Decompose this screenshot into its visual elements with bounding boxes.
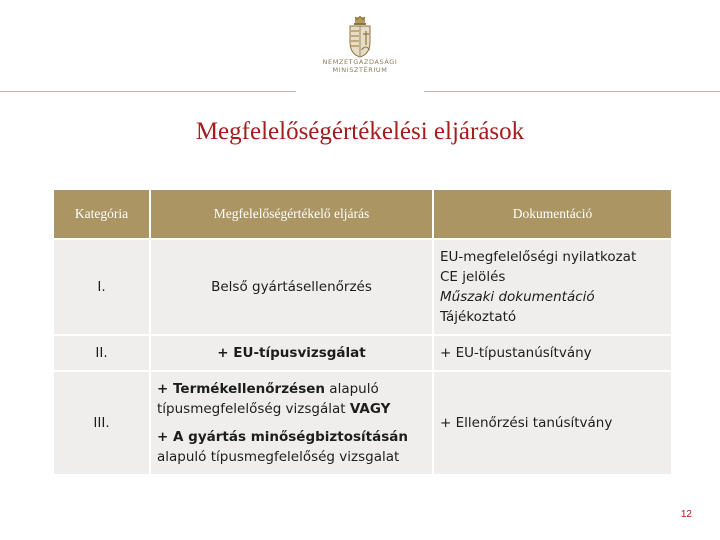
table-row [54, 239, 671, 335]
ministry-logo [310, 16, 410, 82]
plus-prefix: + [157, 429, 174, 445]
procedures-table [54, 190, 671, 476]
page-title: Megfelelőségértékelési eljárások [195, 118, 525, 145]
ministry-name-line1: NEMZETGAZDASÁGI [322, 58, 398, 66]
procedure-b-bold: A gyártás minőségbiztosításán [173, 429, 408, 445]
header-documentation: Dokumentáció [433, 190, 671, 239]
procedure-a-or: VAGY [349, 401, 391, 417]
procedure-option-b [157, 427, 426, 467]
ministry-name-line2: MINISZTÉRIUM [332, 66, 388, 74]
procedure-name: EU-típusvizsgálat [233, 345, 366, 361]
table-row [54, 335, 671, 371]
procedure-a-bold: Termékellenőrzésen [173, 381, 326, 397]
procedure-cell [150, 371, 433, 475]
category-cell: II. [54, 335, 150, 371]
doc-item: CE jelölés [440, 269, 506, 285]
coat-of-arms-icon [347, 16, 373, 58]
documentation-cell: + EU-típustanúsítvány [433, 335, 671, 371]
procedure-cell: Belső gyártásellenőrzés [150, 239, 433, 335]
documentation-cell [433, 239, 671, 335]
header-category: Kategória [54, 190, 150, 239]
doc-item: Műszaki dokumentáció [440, 289, 595, 305]
page-number: 12 [680, 509, 692, 520]
procedure-b-rest: alapuló típusmegfelelőség vizsgalat [157, 449, 400, 465]
documentation-cell: + Ellenőrzési tanúsítvány [433, 371, 671, 475]
table-header-row [54, 190, 671, 239]
plus-prefix: + [157, 381, 174, 397]
header-divider-right [424, 91, 720, 92]
header-procedure: Megfelelőségértékelő eljárás [150, 190, 433, 239]
doc-item: Tájékoztató [440, 309, 517, 325]
plus-prefix: + [217, 345, 234, 361]
procedure-cell [150, 335, 433, 371]
header-divider-left [0, 91, 296, 92]
procedure-option-a [157, 379, 426, 419]
table-row [54, 371, 671, 475]
category-cell: III. [54, 371, 150, 475]
procedure-a-rest: alapuló típusmegfelelőség vizsgálat [157, 381, 379, 417]
doc-item: EU-megfelelőségi nyilatkozat [440, 249, 637, 265]
category-cell: I. [54, 239, 150, 335]
